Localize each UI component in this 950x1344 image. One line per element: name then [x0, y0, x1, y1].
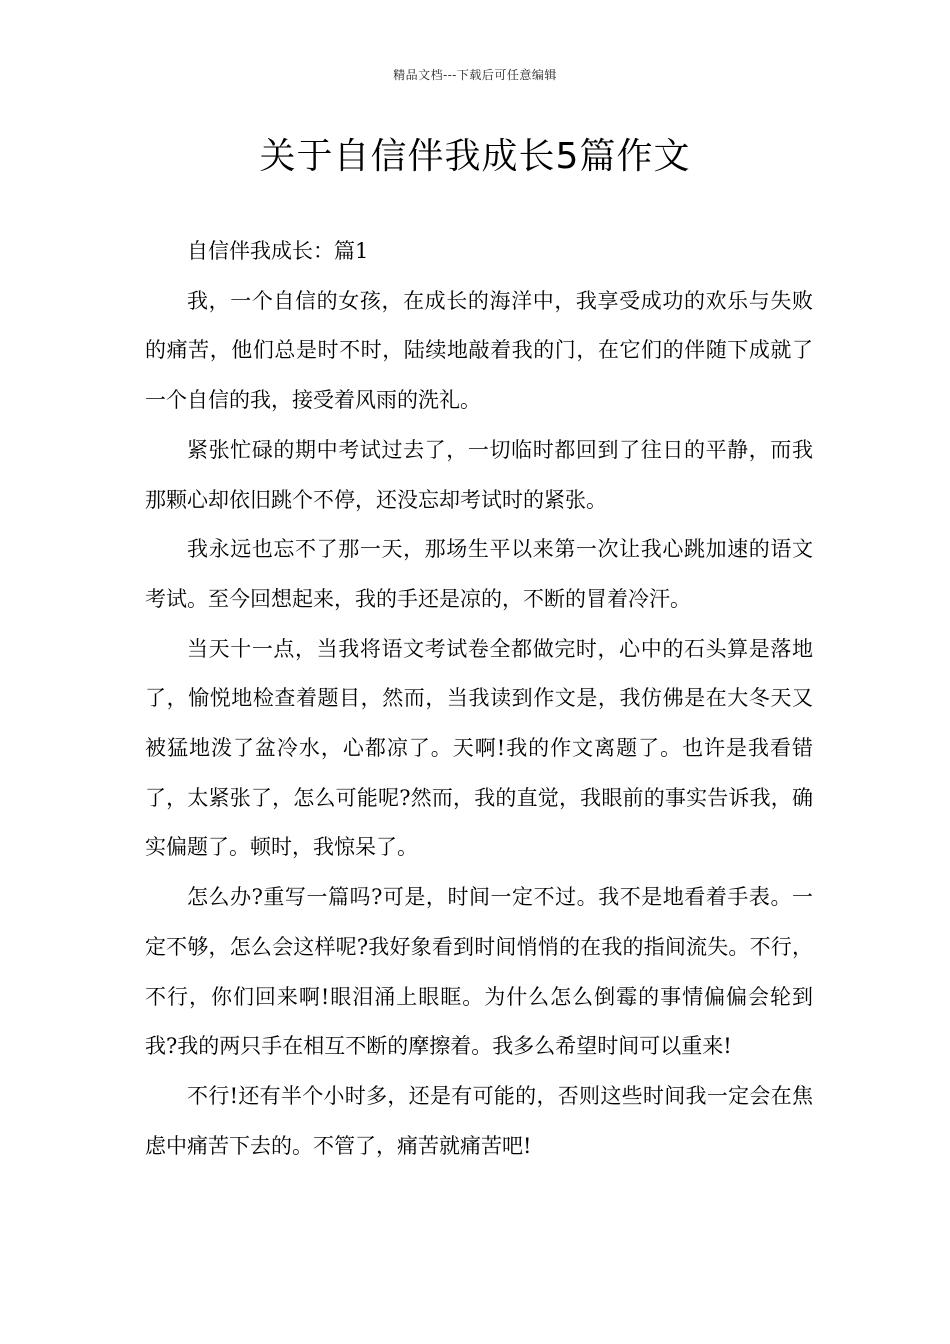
paragraph: 我，一个自信的女孩，在成长的海洋中，我享受成功的欢乐与失败的痛苦，他们总是时不时，陆续地敲着我的门，在它们的伴随下成就了一个自信的我，接受着风雨的洗礼。: [145, 288, 813, 413]
section-heading: 自信伴我成长：篇1: [187, 239, 369, 263]
paragraph: 怎么办?重写一篇吗?可是，时间一定不过。我不是地看着手表。一定不够，怎么会这样呢?我好象看到时间悄悄的在我的指间流失。不行，不行，你们回来啊!眼泪涌上眼眶。为什么怎么倒霉的事情偏偏会轮到我?我的两只手在相互不断的摩擦着。我多么希望时间可以重来!: [145, 885, 813, 1059]
document-body: [145, 227, 813, 1171]
document-title: 关于自信伴我成长5篇作文: [259, 136, 691, 177]
paragraph: 紧张忙碌的期中考试过去了，一切临时都回到了往日的平静，而我那颗心却依旧跳个不停，还没忘却考试时的紧张。: [145, 437, 813, 512]
paragraph: 我永远也忘不了那一天，那场生平以来第一次让我心跳加速的语文考试。至今回想起来，我的手还是凉的，不断的冒着冷汗。: [145, 537, 813, 611]
header-note: 精品文档---下载后可任意编辑: [393, 68, 557, 82]
paragraph: 当天十一点，当我将语文考试卷全都做完时，心中的石头算是落地了，愉悦地检查着题目，然而，当我读到作文是，我仿佛是在大冬天又被猛地泼了盆冷水，心都凉了。天啊!我的作文离题了。也许是我看错了，太紧张了，怎么可能呢?然而，我的直觉，我眼前的事实告诉我，确实偏题了。顿时，我惊呆了。: [145, 636, 813, 860]
paragraph: 不行!还有半个小时多，还是有可能的，否则这些时间我一定会在焦虑中痛苦下去的。不管了，痛苦就痛苦吧!: [145, 1083, 813, 1158]
